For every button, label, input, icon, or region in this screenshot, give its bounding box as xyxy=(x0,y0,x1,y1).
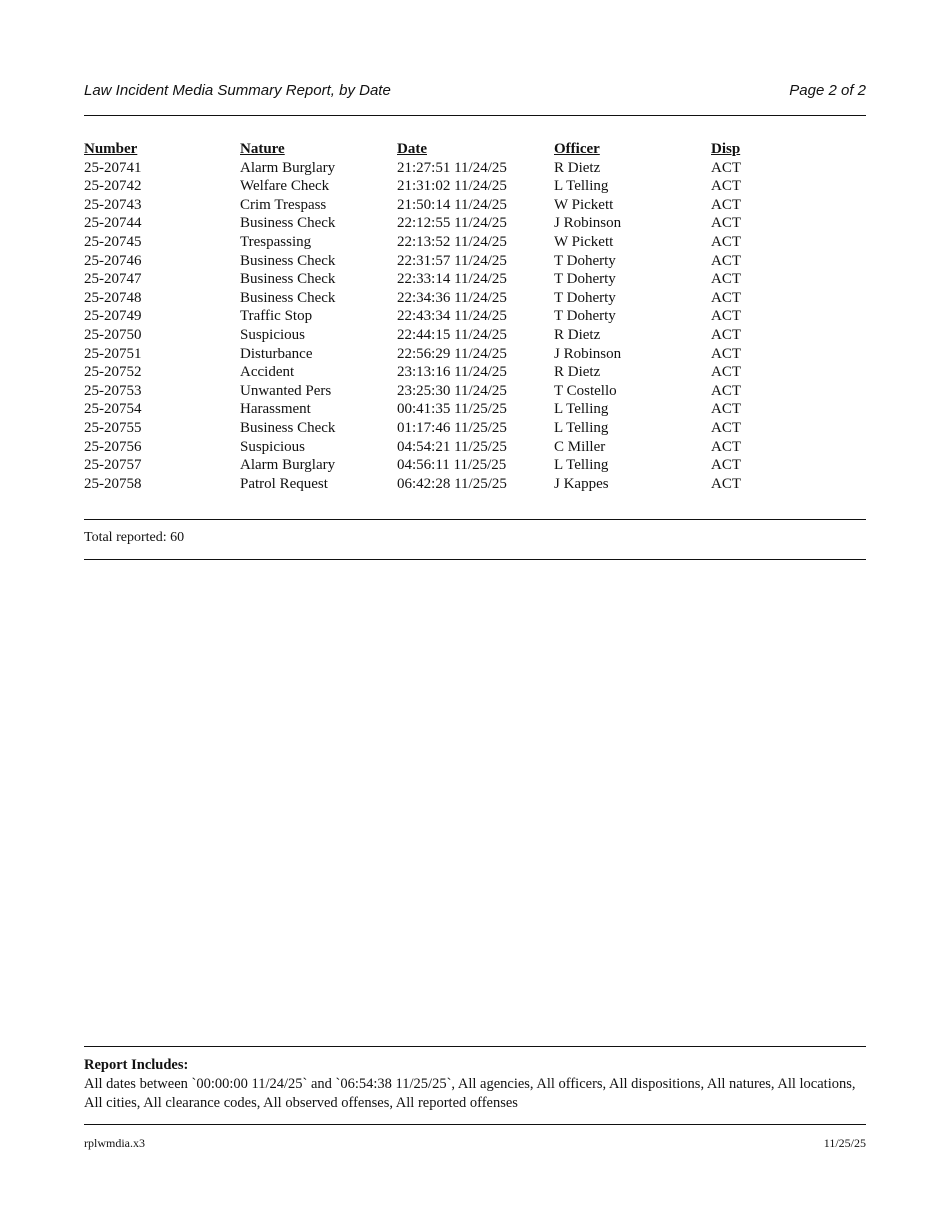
cell-number: 25-20752 xyxy=(84,364,142,381)
table-row xyxy=(84,159,866,178)
table-row xyxy=(84,233,866,252)
cell-officer: R Dietz xyxy=(554,159,601,176)
column-header-officer: Officer xyxy=(554,141,600,157)
total-top-divider xyxy=(84,519,866,520)
cell-disp: ACT xyxy=(711,308,741,325)
cell-date: 22:13:52 11/24/25 xyxy=(397,233,507,250)
cell-disp: ACT xyxy=(711,289,741,306)
cell-officer: C Miller xyxy=(554,438,606,455)
cell-nature: Crim Trespass xyxy=(240,196,327,213)
cell-disp: ACT xyxy=(711,475,741,492)
cell-disp: ACT xyxy=(711,457,741,474)
cell-nature: Traffic Stop xyxy=(240,308,313,325)
cell-number: 25-20746 xyxy=(84,252,142,269)
table-row xyxy=(84,475,866,494)
cell-nature: Business Check xyxy=(240,419,336,436)
cell-nature: Suspicious xyxy=(240,326,306,343)
cell-disp: ACT xyxy=(711,215,741,232)
cell-disp: ACT xyxy=(711,252,741,269)
cell-officer: L Telling xyxy=(554,178,609,195)
cell-officer: T Costello xyxy=(554,382,617,399)
cell-nature: Patrol Request xyxy=(240,475,328,492)
cell-date: 21:31:02 11/24/25 xyxy=(397,178,507,195)
cell-number: 25-20742 xyxy=(84,178,142,195)
cell-officer: T Doherty xyxy=(554,308,616,325)
header-divider xyxy=(84,115,866,116)
cell-nature: Business Check xyxy=(240,289,336,306)
page-number: Page 2 of 2 xyxy=(789,82,866,99)
cell-disp: ACT xyxy=(711,438,741,455)
footer-divider xyxy=(84,1124,866,1125)
table-body xyxy=(84,159,866,494)
cell-number: 25-20749 xyxy=(84,308,142,325)
total-reported: Total reported: 60 xyxy=(84,530,185,545)
cell-number: 25-20758 xyxy=(84,475,142,492)
table-row xyxy=(84,438,866,457)
report-file-name: rplwmdia.x3 xyxy=(84,1136,145,1150)
cell-number: 25-20744 xyxy=(84,215,142,232)
table-row xyxy=(84,177,866,196)
table-row xyxy=(84,326,866,345)
cell-officer: W Pickett xyxy=(554,233,614,250)
cell-disp: ACT xyxy=(711,326,741,343)
column-header-date: Date xyxy=(397,141,427,157)
cell-officer: L Telling xyxy=(554,401,609,418)
table-row xyxy=(84,196,866,215)
cell-nature: Unwanted Pers xyxy=(240,382,332,399)
total-bottom-divider xyxy=(84,559,866,560)
table-row xyxy=(84,214,866,233)
cell-date: 22:43:34 11/24/25 xyxy=(397,308,507,325)
cell-officer: T Doherty xyxy=(554,271,616,288)
table-row xyxy=(84,307,866,326)
cell-date: 00:41:35 11/25/25 xyxy=(397,401,507,418)
cell-disp: ACT xyxy=(711,271,741,288)
cell-date: 21:50:14 11/24/25 xyxy=(397,196,507,213)
cell-nature: Business Check xyxy=(240,271,336,288)
table-header-row xyxy=(84,140,866,159)
cell-officer: J Robinson xyxy=(554,215,622,232)
cell-nature: Welfare Check xyxy=(240,178,330,195)
cell-date: 01:17:46 11/25/25 xyxy=(397,419,507,436)
cell-number: 25-20750 xyxy=(84,326,142,343)
cell-number: 25-20748 xyxy=(84,289,142,306)
cell-date: 23:13:16 11/24/25 xyxy=(397,364,507,381)
print-date: 11/25/25 xyxy=(823,1136,866,1150)
table-row xyxy=(84,400,866,419)
cell-number: 25-20756 xyxy=(84,438,142,455)
report-includes-title: Report Includes: xyxy=(84,1057,189,1073)
cell-nature: Harassment xyxy=(240,401,311,418)
cell-disp: ACT xyxy=(711,382,741,399)
table-row xyxy=(84,363,866,382)
cell-number: 25-20743 xyxy=(84,196,142,213)
cell-disp: ACT xyxy=(711,401,741,418)
cell-number: 25-20754 xyxy=(84,401,142,418)
cell-officer: L Telling xyxy=(554,457,609,474)
cell-disp: ACT xyxy=(711,345,741,362)
cell-date: 22:56:29 11/24/25 xyxy=(397,345,507,362)
cell-nature: Alarm Burglary xyxy=(240,457,336,474)
cell-disp: ACT xyxy=(711,159,741,176)
cell-nature: Disturbance xyxy=(240,345,313,362)
cell-nature: Business Check xyxy=(240,252,336,269)
report-includes-text: All dates between `00:00:00 11/24/25` and `06:54:38 11/25/25`, All agencies, All officers, All dispositions, All natures, All locations, All cities, All clearance codes, All observed offenses, All reported offenses xyxy=(84,1076,856,1111)
cell-nature: Accident xyxy=(240,364,295,381)
cell-date: 04:54:21 11/25/25 xyxy=(397,438,507,455)
cell-officer: L Telling xyxy=(554,419,609,436)
cell-date: 21:27:51 11/24/25 xyxy=(397,159,507,176)
cell-disp: ACT xyxy=(711,233,741,250)
cell-number: 25-20741 xyxy=(84,159,142,176)
cell-nature: Suspicious xyxy=(240,438,306,455)
cell-date: 22:33:14 11/24/25 xyxy=(397,271,507,288)
cell-officer: J Kappes xyxy=(554,475,609,492)
cell-date: 22:12:55 11/24/25 xyxy=(397,215,507,232)
table-row xyxy=(84,345,866,364)
table-row xyxy=(84,270,866,289)
report-title: Law Incident Media Summary Report, by Date xyxy=(84,82,391,99)
cell-date: 04:56:11 11/25/25 xyxy=(397,457,507,474)
includes-top-divider xyxy=(84,1046,866,1047)
cell-date: 23:25:30 11/24/25 xyxy=(397,382,507,399)
column-header-disp: Disp xyxy=(711,141,741,157)
cell-date: 22:34:36 11/24/25 xyxy=(397,289,507,306)
table-row xyxy=(84,382,866,401)
cell-number: 25-20757 xyxy=(84,457,142,474)
cell-officer: W Pickett xyxy=(554,196,614,213)
cell-officer: R Dietz xyxy=(554,364,601,381)
cell-officer: R Dietz xyxy=(554,326,601,343)
cell-officer: T Doherty xyxy=(554,289,616,306)
cell-officer: T Doherty xyxy=(554,252,616,269)
column-header-number: Number xyxy=(84,141,138,157)
cell-number: 25-20755 xyxy=(84,419,142,436)
cell-disp: ACT xyxy=(711,419,741,436)
cell-disp: ACT xyxy=(711,364,741,381)
table-row xyxy=(84,419,866,438)
cell-nature: Trespassing xyxy=(240,233,312,250)
table-row xyxy=(84,252,866,271)
cell-number: 25-20753 xyxy=(84,382,142,399)
table-row xyxy=(84,456,866,475)
cell-date: 22:31:57 11/24/25 xyxy=(397,252,507,269)
cell-nature: Alarm Burglary xyxy=(240,159,336,176)
cell-number: 25-20747 xyxy=(84,271,142,288)
cell-officer: J Robinson xyxy=(554,345,622,362)
cell-number: 25-20751 xyxy=(84,345,142,362)
incident-table xyxy=(84,140,866,493)
cell-nature: Business Check xyxy=(240,215,336,232)
table-row xyxy=(84,289,866,308)
cell-date: 22:44:15 11/24/25 xyxy=(397,326,507,343)
cell-number: 25-20745 xyxy=(84,233,142,250)
column-header-nature: Nature xyxy=(240,141,285,157)
cell-disp: ACT xyxy=(711,178,741,195)
cell-date: 06:42:28 11/25/25 xyxy=(397,475,507,492)
cell-disp: ACT xyxy=(711,196,741,213)
